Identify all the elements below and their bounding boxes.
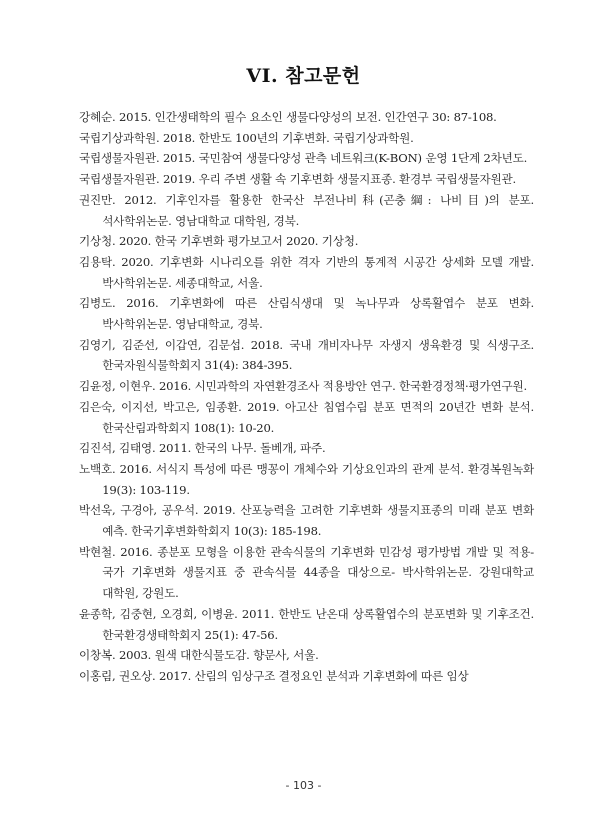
reference-item: 김진석, 김태영. 2011. 한국의 나무. 돌베개, 파주. xyxy=(79,441,326,456)
reference-item: 김은숙, 이지선, 박고은, 임종환. 2019. 아고산 침엽수림 분포 면적의 20년간 변화 분석. 한국산림과학회지 108(1): 10-20. xyxy=(79,399,534,435)
reference-list xyxy=(79,107,534,687)
page-title: VI. 참고문헌 xyxy=(246,65,361,87)
reference-item: 이창복. 2003. 원색 대한식물도감. 향문사, 서울. xyxy=(79,648,319,663)
reference-item: 김영기, 김준선, 이갑연, 김문섭. 2018. 국내 개비자나무 자생지 생육환경 및 식생구조. 한국자원식물학회지 31(4): 384-395. xyxy=(79,337,534,373)
reference-item: 박현철. 2016. 종분포 모형을 이용한 관속식물의 기후변화 민감성 평가방법 개발 및 적용-국가 기후변화 생물지표 중 관속식물 44종을 대상으로- 박사학위논문. 강원대학교 대학원, 강원도. xyxy=(79,544,534,601)
reference-item: 국립기상과학원. 2018. 한반도 100년의 기후변화. 국립기상과학원. xyxy=(79,130,414,145)
reference-item: 국립생물자원관. 2015. 국민참여 생물다양성 관측 네트워크(K-BON) 운영 1단계 2차년도. xyxy=(79,151,528,166)
reference-item: 국립생물자원관. 2019. 우리 주변 생활 속 기후변화 생물지표종. 환경부 국립생물자원관. xyxy=(79,172,517,187)
reference-item: 권진만. 2012. 기후인자를 활용한 한국산 부전나비科(곤충綱: 나비目)의 분포. 석사학위논문. 영남대학교 대학원, 경북. xyxy=(79,192,534,228)
reference-item: 김윤정, 이현우. 2016. 시민과학의 자연환경조사 적용방안 연구. 한국환경정책·평가연구원. xyxy=(79,379,528,394)
reference-item: 강혜순. 2015. 인간생태학의 필수 요소인 생물다양성의 보전. 인간연구 30: 87-108. xyxy=(79,110,497,124)
reference-item: 박선욱, 구경아, 공우석. 2019. 산포능력을 고려한 기후변화 생물지표종의 미래 분포 변화 예측. 한국기후변화학회지 10(3): 185-198. xyxy=(79,503,534,539)
reference-item: 노백호. 2016. 서식지 특성에 따른 맹꽁이 개체수와 기상요인과의 관계 분석. 환경복원녹화 19(3): 103-119. xyxy=(79,461,534,497)
reference-item: 김용탁. 2020. 기후변화 시나리오를 위한 격자 기반의 통계적 시공간 상세화 모델 개발. 박사학위논문. 세종대학교, 서울. xyxy=(79,254,534,290)
reference-item: 윤종학, 김중현, 오경희, 이병윤. 2011. 한반도 난온대 상록활엽수의 분포변화 및 기후조건. 한국환경생태학회지 25(1): 47-56. xyxy=(79,606,534,642)
reference-item: 기상청. 2020. 한국 기후변화 평가보고서 2020. 기상청. xyxy=(79,234,359,249)
page-number: - 103 - xyxy=(285,779,322,792)
reference-item: 김병도. 2016. 기후변화에 따른 산림식생대 및 녹나무과 상록활엽수 분포 변화. 박사학위논문. 영남대학교, 경북. xyxy=(79,296,534,332)
reference-item: 이홍림, 권오상. 2017. 산림의 임상구조 결정요인 분석과 기후변화에 따른 임상 xyxy=(79,668,469,683)
